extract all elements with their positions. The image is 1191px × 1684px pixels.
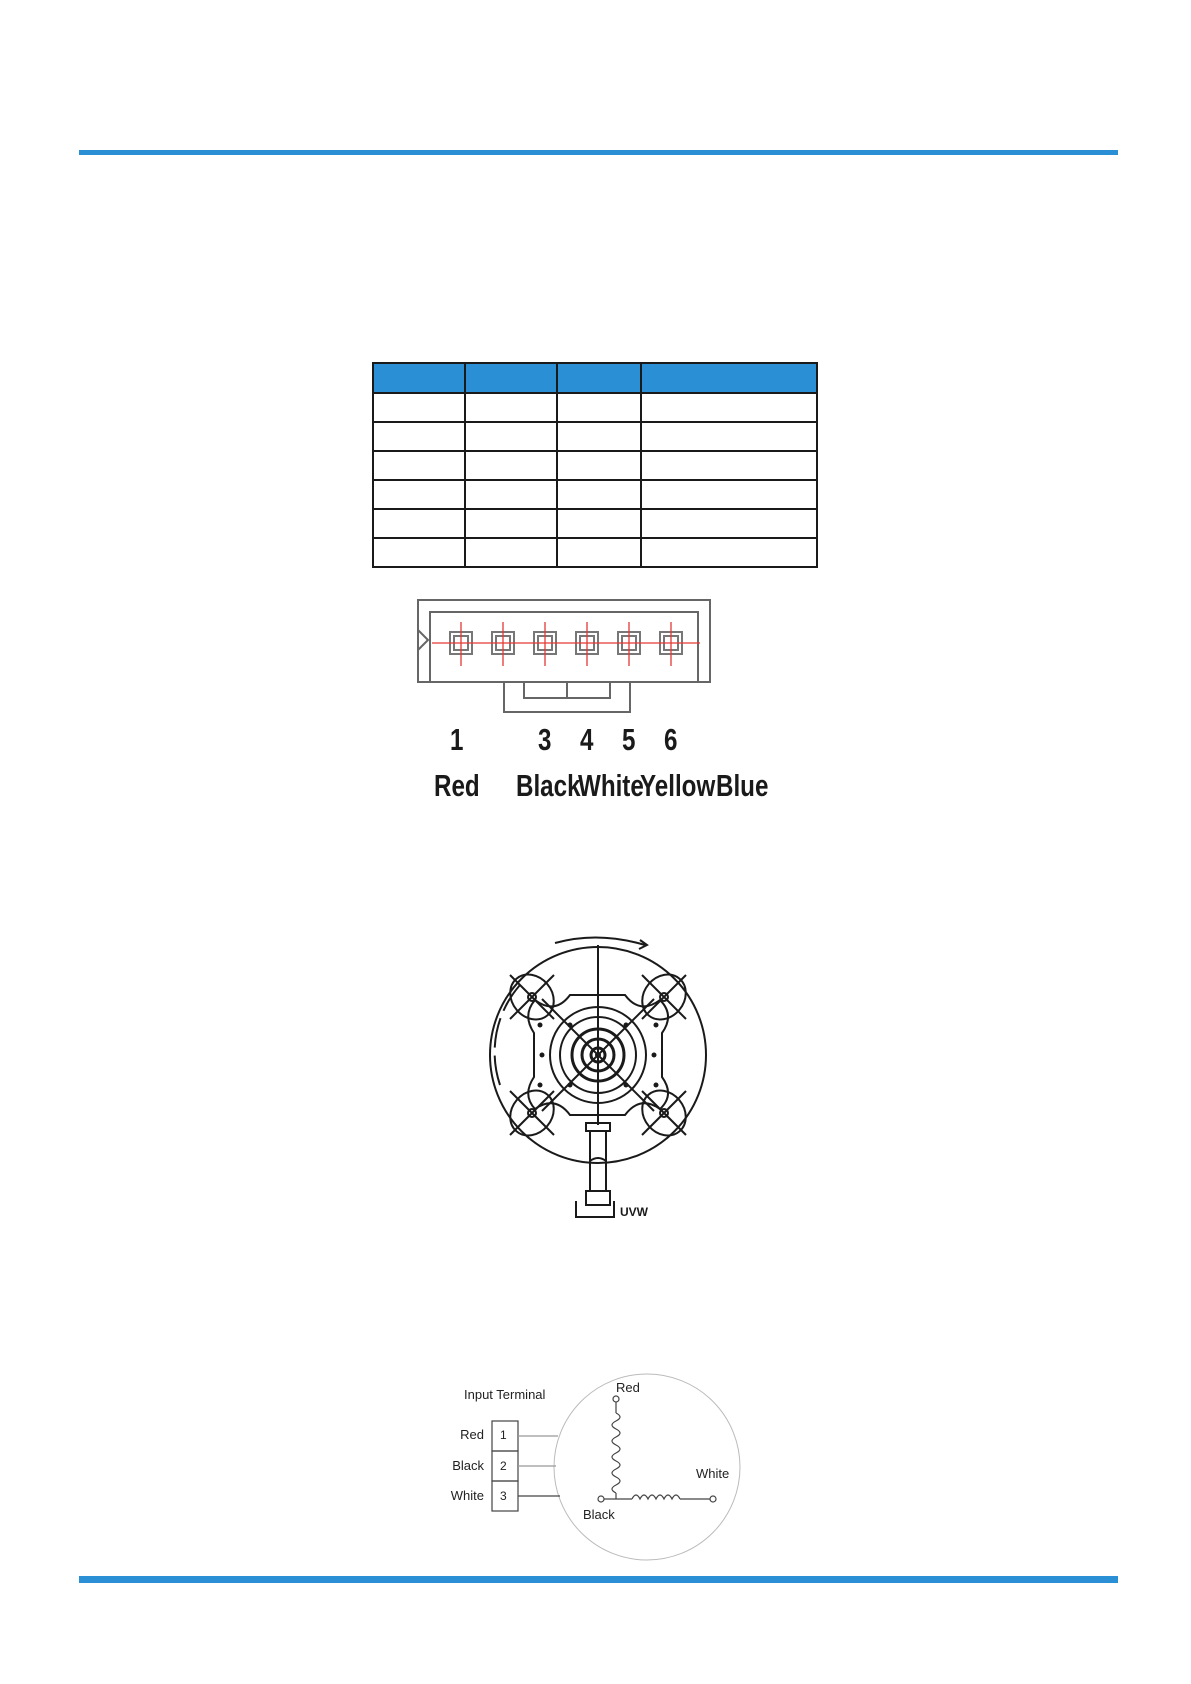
spec-table-header-row <box>373 363 817 393</box>
wire-color-label: Yellow <box>640 768 716 803</box>
table-cell <box>557 509 641 538</box>
pin-number-label: 4 <box>580 722 594 757</box>
table-row <box>373 538 817 567</box>
spec-table-header-cell <box>373 363 465 393</box>
header-rule <box>79 150 1118 155</box>
table-row <box>373 509 817 538</box>
pin-number-label: 6 <box>664 722 678 757</box>
table-cell <box>373 393 465 422</box>
terminal-number: 2 <box>500 1459 507 1473</box>
terminal-number: 3 <box>500 1489 507 1503</box>
table-cell <box>641 422 817 451</box>
table-cell <box>465 451 557 480</box>
table-cell <box>641 393 817 422</box>
footer-rule <box>79 1576 1118 1583</box>
table-cell <box>641 509 817 538</box>
spec-table-header-cell <box>641 363 817 393</box>
table-cell <box>557 422 641 451</box>
spec-table-header-cell <box>465 363 557 393</box>
input-terminal-label: Input Terminal <box>464 1387 546 1402</box>
wire-color-label: Blue <box>716 768 769 803</box>
pin-number-label: 1 <box>450 722 464 757</box>
table-cell <box>557 538 641 567</box>
table-cell <box>465 422 557 451</box>
spec-table-header-cell <box>557 363 641 393</box>
terminal-wire-label: Black <box>452 1458 484 1473</box>
winding-label-bottom: Black <box>583 1507 615 1522</box>
spec-table <box>372 362 818 568</box>
motor-drawing <box>480 925 720 1235</box>
wire-color-label: White <box>578 768 644 803</box>
terminal-wire-label: White <box>450 1488 484 1503</box>
table-cell <box>465 509 557 538</box>
wire-color-label: Black <box>516 768 581 803</box>
winding-label-right: White <box>696 1466 730 1481</box>
table-cell <box>641 480 817 509</box>
table-cell <box>465 538 557 567</box>
wire-color-label: Red <box>434 768 480 803</box>
table-cell <box>373 480 465 509</box>
table-row <box>373 393 817 422</box>
table-cell <box>557 451 641 480</box>
table-row <box>373 422 817 451</box>
table-cell <box>465 393 557 422</box>
table-cell <box>641 538 817 567</box>
terminal-wire-label: Red <box>460 1427 484 1442</box>
winding-label-top: Red <box>616 1380 640 1395</box>
pin-number-label: 3 <box>538 722 552 757</box>
table-cell <box>557 393 641 422</box>
table-cell <box>465 480 557 509</box>
table-cell <box>641 451 817 480</box>
table-row <box>373 480 817 509</box>
connector-figure <box>410 598 780 808</box>
motor-front-view <box>480 925 720 1235</box>
terminal-number: 1 <box>500 1428 507 1442</box>
table-cell <box>373 451 465 480</box>
table-cell <box>373 538 465 567</box>
table-cell <box>557 480 641 509</box>
table-cell <box>373 509 465 538</box>
table-row <box>373 451 817 480</box>
wiring-diagram <box>440 1365 750 1565</box>
table-cell <box>373 422 465 451</box>
pin-number-label: 5 <box>622 722 636 757</box>
lead-wire-label: UVW <box>620 1205 648 1219</box>
